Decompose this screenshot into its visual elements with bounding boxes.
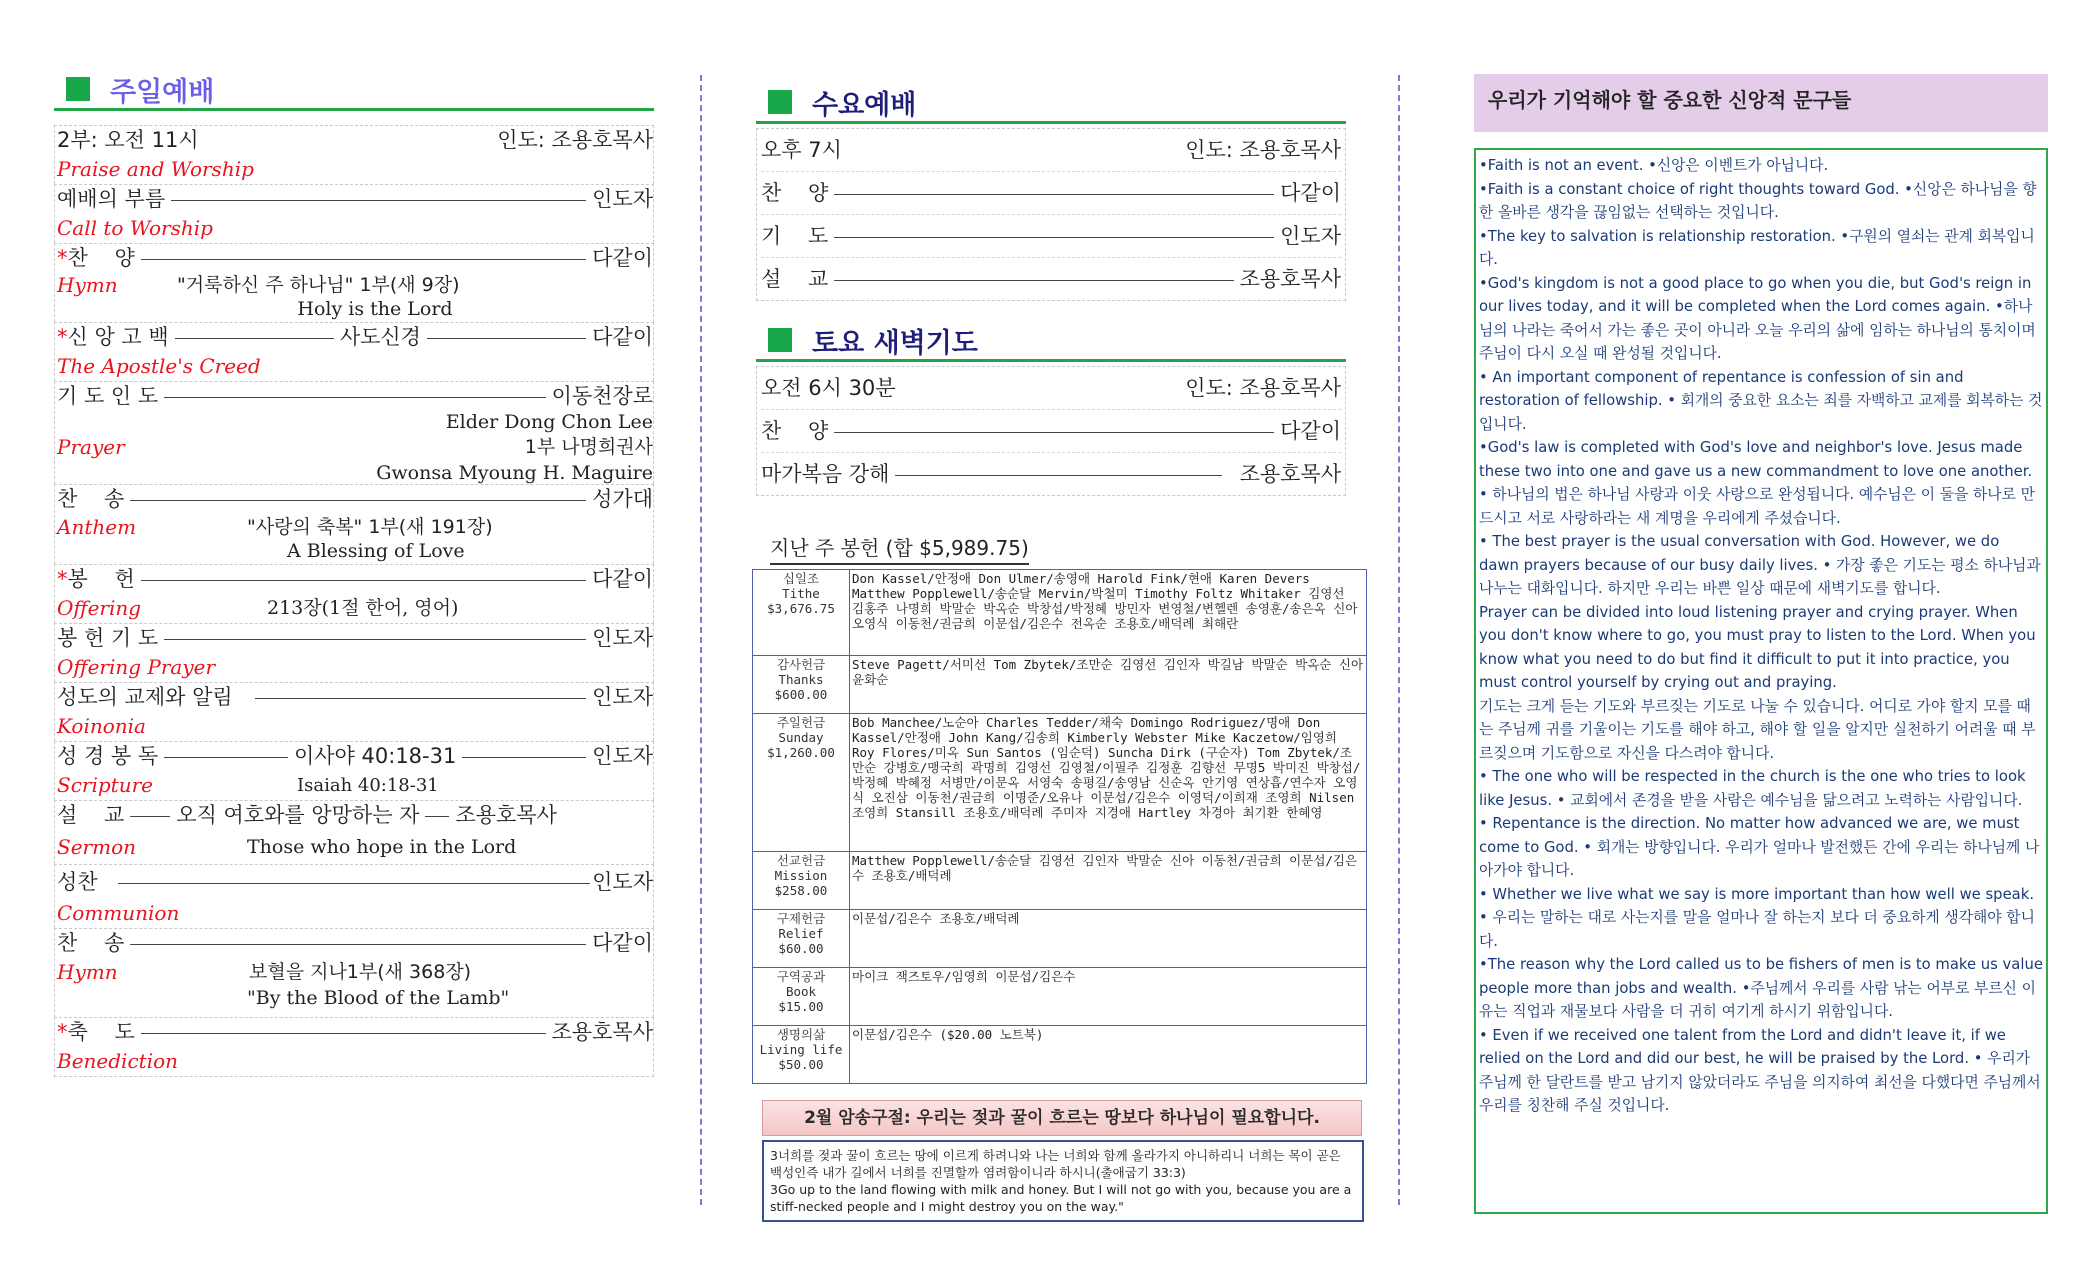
offering-donors: 이문섭/김은수 ($20.00 노트북)	[850, 1026, 1367, 1084]
worship-item-call	[54, 184, 654, 243]
list-item: •God's kingdom is not a good place to go when you die, but God's reign in our lives today, and it will be completed when the Lord comes again. •하나님의 나라는 죽어서 가는 좋은 곳이 아니라 오늘 우리의 삶에 임하는 하나님의 통치이며 주님이 다시 오실 때 완성될 것입니다.	[1479, 274, 2036, 362]
hymn1-leader: 다같이	[592, 246, 653, 270]
list-item: • Even if we received one talent from the Lord and didn't leave it, if we relied on the Lord and did our best, he will be praised by the Lord. • 우리가 주님께 한 달란트를 받고 남기지 않았더라도 주님을 의지하여 최선을 다했다면 주님께서 우리를 칭찬해 주실 것입니다.	[1479, 1026, 2041, 1114]
call-label: 예배의 부름	[57, 187, 166, 211]
table-row	[753, 656, 1367, 714]
hymn2-subtitle: "By the Blood of the Lamb"	[247, 987, 510, 1009]
creed-label-en: The Apostle's Creed	[57, 354, 261, 378]
worship-item-creed	[54, 322, 654, 381]
wednesday-row-label: 기 도	[761, 223, 829, 248]
standing-mark: *	[57, 325, 68, 349]
communion-label-en: Communion	[57, 901, 180, 925]
saturday-title: 토요 새벽기도	[812, 327, 978, 359]
anthem-label-en: Anthem	[57, 514, 137, 539]
wednesday-title: 수요예배	[812, 89, 917, 121]
offering-donors: 마이크 잭즈토우/임영희 이문섭/김은수	[850, 968, 1367, 1026]
anthem-label: 찬 송	[57, 487, 125, 511]
sermon-leader: 조용호목사	[455, 803, 557, 827]
anthem-leader: 성가대	[592, 487, 653, 511]
sermon-label-en: Sermon	[57, 834, 136, 859]
scripture-label-en: Scripture	[57, 773, 153, 797]
worship-item-hymn1	[54, 243, 654, 322]
column-divider-left	[700, 75, 702, 1205]
wednesday-row-label: 찬 양	[761, 180, 829, 205]
table-row	[753, 1026, 1367, 1084]
offering-category: 십일조 Tithe $3,676.75	[753, 570, 850, 656]
koinonia-leader: 인도자	[592, 685, 653, 709]
call-label-en: Call to Worship	[57, 216, 213, 240]
saturday-row	[761, 410, 1341, 453]
offering-prayer-leader: 인도자	[592, 626, 653, 650]
wednesday-row	[761, 172, 1341, 215]
wednesday-row	[761, 258, 1341, 300]
wednesday-heading	[756, 83, 1346, 124]
call-leader: 인도자	[592, 187, 653, 211]
wednesday-leader: 인도: 조용호목사	[1185, 137, 1341, 162]
hymn1-title: "거룩하신 주 하나님" 1부(새 9장)	[177, 274, 460, 296]
communion-leader: 인도자	[592, 869, 653, 894]
list-item: • An important component of repentance is confession of sin and restoration of fellowship. • 회개의 중요한 요소는 죄를 자백하고 교제를 회복하는 것입니다.	[1479, 368, 2043, 433]
offering-donors: 이문섭/김은수 조용호/배덕례	[850, 910, 1367, 968]
creed-leader: 다같이	[592, 325, 653, 349]
memory-verse-box	[762, 1140, 1364, 1222]
prayer-first-service: 1부 나명희권사	[524, 436, 653, 458]
service-time: 2부: 오전 11시	[57, 128, 199, 152]
midweek-panel	[756, 83, 1364, 1222]
green-square-icon	[66, 77, 90, 101]
offering-prayer-label-en: Offering Prayer	[57, 655, 216, 679]
standing-mark: *	[57, 246, 68, 270]
prayer-leader: 이동천장로	[551, 384, 653, 408]
memory-verse-korean: 3너희를 젖과 꿀이 흐르는 땅에 이르게 하려니와 나는 너희와 함께 올라가지 아니하리니 너희는 목이 곧은 백성인즉 내가 길에서 너희를 진멸할까 염려함이니라 하시니(출애굽기 33:3)	[770, 1148, 1341, 1180]
communion-label: 성찬	[57, 869, 98, 894]
sermon-label: 설 교	[57, 803, 125, 827]
list-item: 기도는 크게 듣는 기도와 부르짖는 기도로 나눌 수 있습니다. 어디로 가야 할지 모를 때는 주님께 귀를 기울이는 기도를 해야 하고, 해야 할 일을 알지만 실천하기 어려울 때 부르짖으며 기도함으로 자신을 다스려야 합니다.	[1479, 697, 2036, 762]
hymn1-label-en: Hymn	[57, 273, 118, 297]
scripture-reference: 이사야 40:18-31	[293, 744, 457, 768]
list-item: • Whether we live what we say is more important than how well we speak. • 우리는 말하는 대로 사는지를 말을 얼마나 잘 하는지 보다 더 중요하게 생각해야 합니다.	[1479, 885, 2035, 950]
wednesday-row-leader: 인도자	[1280, 223, 1341, 248]
anthem-subtitle: A Blessing of Love	[287, 540, 465, 562]
offering-leader: 다같이	[592, 567, 653, 591]
offering-category: 생명의삶 Living life $50.00	[753, 1026, 850, 1084]
hymn2-label: 찬 송	[57, 931, 125, 955]
worship-item-communion	[54, 864, 654, 928]
hymn2-title: 보혈을 지나1부(새 368장)	[249, 961, 472, 983]
creed-label: 신 앙 고 백	[67, 325, 169, 349]
table-row	[753, 570, 1367, 656]
worship-item-koinonia	[54, 682, 654, 741]
worship-item-offering-prayer	[54, 623, 654, 682]
saturday-row-leader: 다같이	[1280, 418, 1341, 443]
service-leader: 인도: 조용호목사	[497, 128, 653, 152]
list-item: • The best prayer is the usual conversation with God. However, we do dawn prayers because of our busy daily lives. • 가장 좋은 기도는 평소 하나님과 나누는 대화입니다. 하지만 우리는 바쁜 일상 때문에 새벽기도를 합니다.	[1479, 533, 2041, 597]
phrases-list	[1474, 148, 2048, 1214]
green-square-icon	[768, 90, 792, 114]
offering-category: 선교헌금 Mission $258.00	[753, 852, 850, 910]
offering-prayer-label: 봉 헌 기 도	[57, 626, 159, 650]
worship-item-anthem	[54, 484, 654, 564]
standing-mark: *	[57, 567, 68, 591]
hymn2-label-en: Hymn	[57, 960, 118, 984]
table-row	[753, 968, 1367, 1026]
list-item: • Repentance is the direction. No matter how advanced we are, we must come to God. • 회개는 방향입니다. 우리가 얼마나 발전했든 간에 우리는 하나님께 나아가야 합니다.	[1479, 815, 2040, 879]
list-item: •The key to salvation is relationship restoration. •구원의 열쇠는 관계 회복입니다.	[1479, 227, 2035, 268]
sermon-title-en: Those who hope in the Lord	[247, 835, 517, 858]
saturday-order	[756, 366, 1346, 496]
standing-mark: *	[57, 1020, 68, 1044]
offering-hymn: 213장(1절 한어, 영어)	[267, 597, 459, 619]
sunday-title: 주일예배	[110, 76, 215, 108]
scripture-leader: 인도자	[592, 744, 654, 768]
green-square-icon	[768, 328, 792, 352]
offering-label-en: Offering	[57, 596, 142, 620]
offering-category: 구제헌금 Relief $60.00	[753, 910, 850, 968]
offerings-title: 지난 주 봉헌 (합 $5,989.75)	[770, 532, 1029, 565]
table-row	[753, 852, 1367, 910]
scripture-reference-en: Isaiah 40:18-31	[297, 775, 439, 796]
worship-item-benediction	[54, 1017, 654, 1077]
list-item: Prayer can be divided into loud listening prayer and crying prayer. When you don't know where to go, you must pray to listen to the Lord. When you know what you need to do but find it difficult to put it into practice, you must control yourself by crying out and praying.	[1479, 603, 2036, 691]
saturday-time: 오전 6시 30분	[761, 375, 896, 400]
wednesday-row-label: 설 교	[761, 266, 829, 291]
creed-name: 사도신경	[339, 325, 421, 349]
prayer-leader-en: Elder Dong Chon Lee	[445, 411, 653, 433]
worship-item-prayer	[54, 381, 654, 484]
offerings-table	[752, 569, 1367, 1084]
wednesday-row-leader: 다같이	[1280, 180, 1341, 205]
phrases-title: 우리가 기억해야 할 중요한 신앙적 문구들	[1474, 74, 2048, 132]
worship-item-header	[54, 125, 654, 184]
saturday-row-label: 마가복음 강해	[761, 461, 890, 486]
saturday-row	[761, 453, 1341, 495]
worship-item-hymn2	[54, 928, 654, 1017]
list-item: • The one who will be respected in the church is the one who tries to look like Jesus. • 교회에서 존경을 받을 사람은 예수님을 닮으려고 노력하는 사람입니다.	[1479, 768, 2026, 809]
hymn1-subtitle: Holy is the Lord	[297, 298, 453, 320]
wednesday-row-leader: 조용호목사	[1239, 266, 1341, 291]
koinonia-label-en: Koinonia	[57, 714, 146, 738]
saturday-leader: 인도: 조용호목사	[1185, 375, 1341, 400]
worship-item-offering	[54, 564, 654, 623]
sunday-service-panel	[54, 70, 654, 1077]
hymn1-label: 찬 양	[67, 246, 135, 270]
memory-verse-title: 2월 암송구절: 우리는 젖과 꿀이 흐르는 땅보다 하나님이 필요합니다.	[762, 1100, 1362, 1136]
scripture-label: 성 경 봉 독	[57, 744, 159, 768]
table-row	[753, 910, 1367, 968]
worship-item-scripture	[54, 741, 654, 800]
offering-donors: Don Kassel/안정애 Don Ulmer/송영애 Harold Fink/현애 Karen Devers Matthew Popplewell/송순달 Mervin/박철미 Timothy Foltz Whitaker 김영선 김홍주 나명희 박말순 박옥순 박창섭/박정혜 방민자 변영철/변헬렌 송영훈/송은옥 신아 오영식 이동천/권금희 이문섭/김은수 전옥순 조용호/배덕례 최해란	[850, 570, 1367, 656]
worship-item-sermon	[54, 800, 654, 864]
memory-verse-english: 3Go up to the land flowing with milk and honey. But I will not go with you, because you are a stiff-necked people and I might destroy you on the way."	[770, 1182, 1352, 1214]
saturday-heading	[756, 321, 1346, 362]
benediction-leader: 조용호목사	[551, 1020, 653, 1044]
list-item: •Faith is not an event. •신앙은 이벤트가 아닙니다.	[1479, 157, 1829, 174]
prayer-first-service-en: Gwonsa Myoung H. Maguire	[376, 462, 653, 484]
offering-donors: Steve Pagett/서미선 Tom Zbytek/조만순 김영선 김인자 박길남 박말순 박옥순 신아 윤화순	[850, 656, 1367, 714]
anthem-title: "사랑의 축복" 1부(새 191장)	[247, 515, 493, 538]
sermon-title: 오직 여호와를 앙망하는 자	[176, 803, 420, 827]
offering-donors: Matthew Popplewell/송순달 김영선 김인자 박말순 신아 이동천/권금희 이문섭/김은수 조용호/배덕례	[850, 852, 1367, 910]
praise-label-en: Praise and Worship	[57, 157, 254, 181]
saturday-row-label: 찬 양	[761, 418, 829, 443]
offering-category: 구역공과 Book $15.00	[753, 968, 850, 1026]
sunday-heading	[54, 70, 654, 111]
list-item: •God's law is completed with God's love and neighbor's love. Jesus made these two into one and gave us a new commandment to love one another. • 하나님의 법은 하나님 사랑과 이웃 사랑으로 완성됩니다. 예수님은 이 둘을 하나로 만드시고 서로 사랑하라는 새 계명을 우리에게 주셨습니다.	[1479, 439, 2035, 527]
benediction-label-en: Benediction	[57, 1049, 179, 1073]
wednesday-time: 오후 7시	[761, 137, 842, 162]
faith-phrases-panel	[1474, 74, 2048, 1214]
offering-category: 주일헌금 Sunday $1,260.00	[753, 714, 850, 852]
list-item: •Faith is a constant choice of right thoughts toward God. •신앙은 하나님을 향한 올바른 생각을 끊임없는 선택하는 것입니다.	[1479, 180, 2037, 221]
offering-donors: Bob Manchee/노순아 Charles Tedder/채숙 Domingo Rodriguez/명애 Don Kassel/안정애 John Kang/김송희 Kimberly Webster Mike Kaczetow/임영희 Roy Flores/미옥 Sun Santos (임순덕) Suncha Dirk (구순자) Tom Zbytek/조만순 강병호/맹국희 곽명희 김영선 김영철/이필주 김정훈 김향선 무명5 박미진 박창섭/박정혜 박혜정 서병만/이문옥 서영숙 송평길/송영남 신순옥 안기영 연상흡/연수자 오영식 오진삼 이동천/권금희 이명준/오유나 이문섭/김은수 이영덕/이희재 조영희 Nilsen 조영희 Stansill 조용호/배덕례 주미자 지경애 Hartley 차경아 최기환 한혜영	[850, 714, 1367, 852]
column-divider-right	[1398, 75, 1400, 1205]
hymn2-leader: 다같이	[592, 931, 653, 955]
wednesday-order	[756, 128, 1346, 301]
table-row	[753, 714, 1367, 852]
offering-category: 감사헌금 Thanks $600.00	[753, 656, 850, 714]
wednesday-row	[761, 215, 1341, 258]
koinonia-label: 성도의 교제와 알림	[57, 685, 233, 709]
benediction-label: 축 도	[67, 1020, 135, 1044]
offering-label: 봉 헌	[67, 567, 135, 591]
list-item: •The reason why the Lord called us to be fishers of men is to make us value people more than jobs and wealth. •주님께서 우리를 사람 낚는 어부로 부르신 이유는 직업과 재물보다 사람을 더 귀히 여기게 하시기 위함입니다.	[1479, 956, 2043, 1020]
prayer-label: 기 도 인 도	[57, 384, 159, 408]
saturday-row-leader: 조용호목사	[1239, 461, 1341, 486]
prayer-label-en: Prayer	[57, 435, 125, 459]
sunday-order-of-worship	[54, 125, 654, 1077]
